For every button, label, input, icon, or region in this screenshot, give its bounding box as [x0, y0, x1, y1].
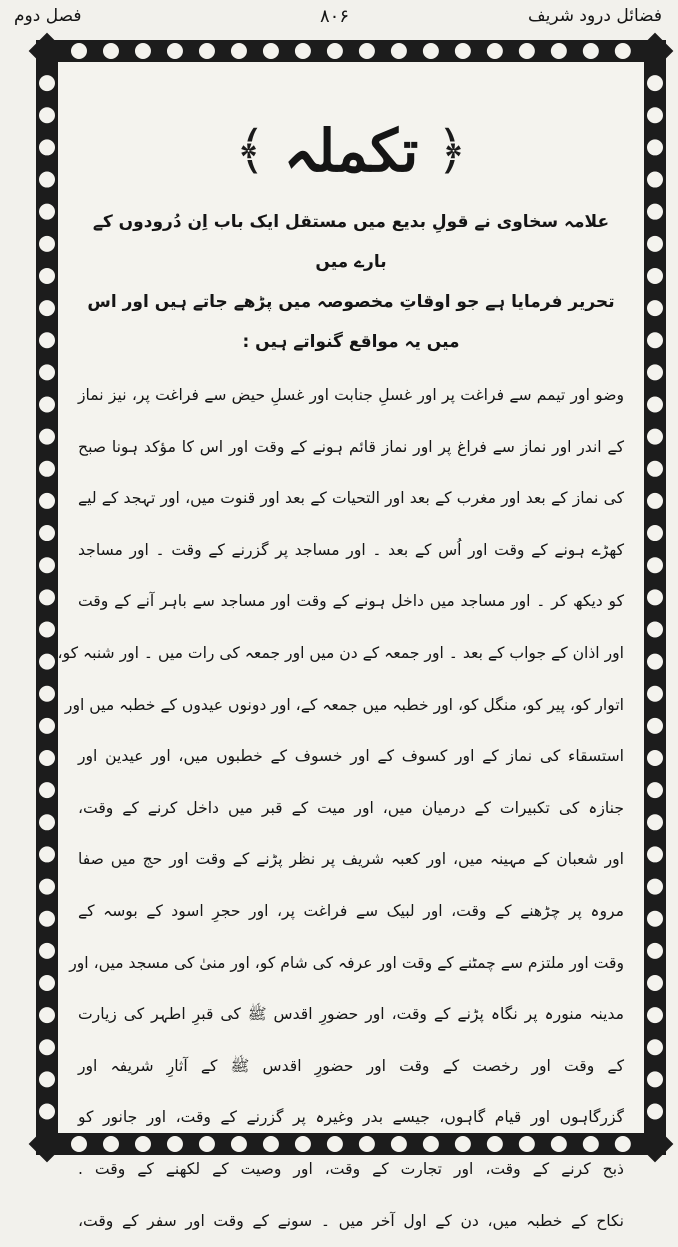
text-line: اتوار کو، پیر کو، منگل کو، اور خطبہ میں جمعہ کے، اور دونوں عیدوں کے خطبہ میں اور: [78, 680, 624, 732]
text-line: وقت اور ملتزم سے چمٹنے کے وقت اور عرفہ کی شام کو، اور منیٰ کی مسجد میں، اور: [78, 938, 624, 990]
ornamental-border: [36, 40, 666, 1155]
title-block: [78, 114, 624, 188]
text-line: کو دیکھ کر ۔ اور مساجد میں داخل ہونے کے وقت اور مساجد سے باہر آنے کے وقت: [78, 576, 624, 628]
text-line: جنازہ کی تکبیرات کے درمیان میں، اور میت کے قبر میں داخل کرنے کے وقت،: [78, 783, 624, 835]
text-line: استسقاء کی نماز کے اور کسوف کے اور خسوف کے خطبوں میں، اور عیدین اور: [78, 731, 624, 783]
intro-paragraph: [78, 202, 624, 362]
text-line: ذبح کرنے کے وقت، اور تجارت کے وقت، اور وصیت کے لکھنے کے وقت .: [78, 1144, 624, 1196]
page-content: [78, 76, 624, 1123]
text-line: کھڑے ہونے کے وقت اور اُس کے بعد ۔ اور مساجد پر گزرنے کے وقت ۔ اور مساجد: [78, 525, 624, 577]
corner-ornament: [637, 1126, 674, 1163]
text-line: اور شعبان کے مہینہ میں، اور کعبہ شریف پر نظر پڑنے کے وقت اور حج میں صفا: [78, 834, 624, 886]
section-label: فصل دوم: [14, 6, 81, 26]
text-line: مروہ پر چڑھنے کے وقت، اور لبیک سے فراغت پر، اور حجرِ اسود کے بوسہ کے: [78, 886, 624, 938]
page-number: ۸۰۶: [320, 6, 349, 27]
text-line: کی نماز کے بعد اور مغرب کے بعد اور التحیات کے بعد اور قنوت میں، اور تہجد کے لیے: [78, 473, 624, 525]
text-line: کے وقت اور رخصت کے وقت اور حضورِ اقدس ﷺ کے آثارِ شریفہ اور: [78, 1041, 624, 1093]
intro-line: علامہ سخاوی نے قولِ بدیع میں مستقل ایک باب اِن دُرودوں کے بارے میں: [78, 202, 624, 282]
text-line: مدینہ منورہ پر نگاہ پڑنے کے وقت، اور حضورِ اقدس ﷺ کی قبرِ اطہر کی زیارت: [78, 989, 624, 1041]
text-line: نکاح کے خطبہ میں، دن کے اول آخر میں ۔ سونے کے وقت اور سفر کے وقت،: [78, 1196, 624, 1247]
intro-line: تحریر فرمایا ہے جو اوقاتِ مخصوصہ میں پڑھے جاتے ہیں اور اس میں یہ مواقع گنواتے ہیں :: [78, 282, 624, 362]
open-bracket: ﴿: [436, 125, 466, 177]
corner-ornament: [29, 1126, 66, 1163]
body-text: [78, 370, 624, 1247]
text-line: کے اندر اور نماز سے فراغ پر اور نماز قائم ہونے کے وقت اور اس کا مؤکد ہونا صبح: [78, 422, 624, 474]
text-line: اور اذان کے جواب کے بعد ۔ اور جمعہ کے دن میں اور جمعہ کی رات میں ۔ اور شنبہ کو،: [78, 628, 624, 680]
close-bracket: ﴾: [235, 125, 265, 177]
text-line: وضو اور تیمم سے فراغت پر اور غسلِ جنابت اور غسلِ حیض سے فراغت پر، نیز نماز: [78, 370, 624, 422]
page-title: تکملہ: [284, 122, 419, 180]
text-line: گزرگاہوں اور قیام گاہوں، جیسے بدر وغیرہ پر گزرنے کے وقت، اور جانور کو: [78, 1092, 624, 1144]
book-title: فضائل درود شریف: [528, 6, 662, 26]
